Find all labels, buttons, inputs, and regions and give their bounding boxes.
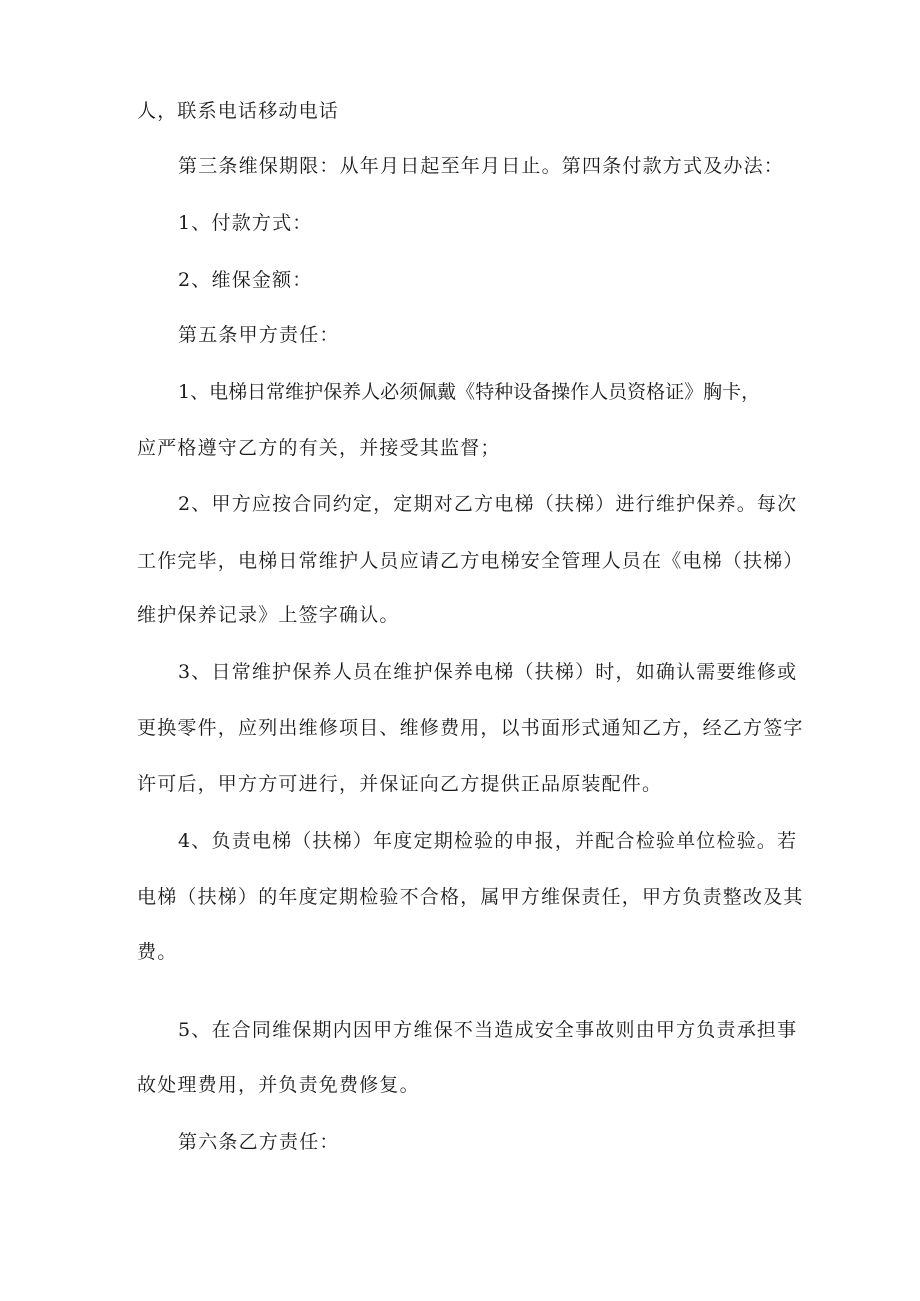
text-line-5-3b: 更换零件，应列出维修项目、维修费用，以书面形式通知乙方，经乙方签字 xyxy=(137,717,804,739)
text-line-5-4a: 4、负责电梯（扶梯）年度定期检验的申报，并配合检验单位检验。若 xyxy=(178,830,798,852)
text-line-contact: 人，联系电话移动电话 xyxy=(137,100,340,122)
paragraph-line-5-1a xyxy=(178,380,783,404)
text-line-article-6-heading: 第六条乙方责任： xyxy=(178,1131,340,1153)
text-line-5-3c: 许可后，甲方方可进行，并保证向乙方提供正品原装配件。 xyxy=(137,773,663,795)
text-line-article-3: 第三条维保期限：从年月日起至年月日止。第四条付款方式及办法： xyxy=(178,155,785,177)
text-line-article-5-heading: 第五条甲方责任： xyxy=(178,324,340,346)
text-line-5-2b: 工作完毕，电梯日常维护人员应请乙方电梯安全管理人员在《电梯（扶梯） xyxy=(137,550,804,572)
text-line-5-4b: 电梯（扶梯）的年度定期检验不合格，属甲方维保责任，甲方负责整改及其 xyxy=(137,886,804,908)
text-line-5-4c: 费。 xyxy=(137,941,178,963)
text-line-5-5a: 5、在合同维保期内因甲方维保不当造成安全事故则由甲方负责承担事 xyxy=(178,1019,798,1041)
text-line-5-2c: 维护保养记录》上签字确认。 xyxy=(137,604,400,626)
text-line-maintenance-amount: 2、维保金额： xyxy=(178,269,313,291)
text-line-5-1a: 1、电梯日常维护保养人必须佩戴《特种设备操作人员资格证》胸卡， xyxy=(178,381,761,403)
text-line-5-3a: 3、日常维护保养人员在维护保养电梯（扶梯）时，如确认需要维修或 xyxy=(178,661,798,683)
text-line-5-2a: 2、甲方应按合同约定，定期对乙方电梯（扶梯）进行维护保养。每次 xyxy=(178,493,798,515)
text-line-payment-method: 1、付款方式： xyxy=(178,212,313,234)
text-line-5-5b: 故处理费用，并负责免费修复。 xyxy=(137,1074,420,1096)
text-line-5-1b: 应严格遵守乙方的有关，并接受其监督； xyxy=(137,437,501,459)
